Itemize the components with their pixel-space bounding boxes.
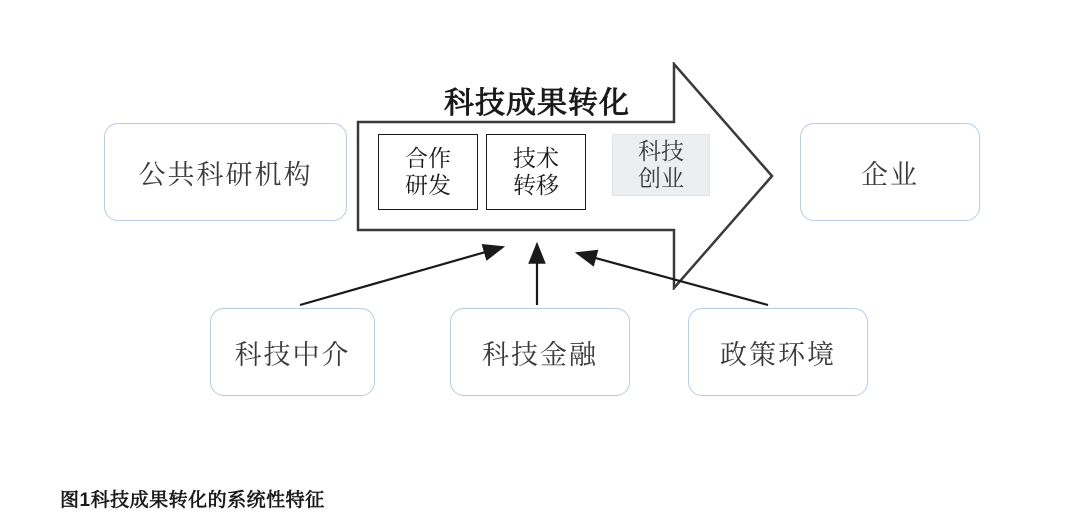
- node-tech-intermediary: [210, 308, 375, 396]
- node-label: 企业: [861, 159, 919, 190]
- node-label: 公共科研机构: [138, 159, 313, 190]
- arrow-title: 科技成果转化: [444, 87, 630, 120]
- node-label: 政策环境: [720, 339, 836, 370]
- stage-label-line2: 创业: [638, 165, 684, 191]
- stage-label-line1: 合作: [405, 144, 451, 171]
- figure-caption: 图1科技成果转化的系统性特征: [60, 490, 325, 511]
- stage-box-technology-transfer: [486, 134, 586, 210]
- node-tech-finance: [450, 308, 630, 396]
- stage-label-line1: 技术: [513, 144, 559, 171]
- stage-box-tech-entrepreneurship: [612, 134, 710, 196]
- node-public-research-institution: [104, 123, 347, 221]
- stage-label-line2: 研发: [405, 172, 451, 198]
- node-policy-environment: [688, 308, 868, 396]
- node-enterprise: [800, 123, 980, 221]
- stage-box-cooperative-rd: [378, 134, 478, 210]
- node-label: 科技中介: [234, 339, 351, 370]
- stage-label-line2: 转移: [513, 172, 559, 198]
- node-label: 科技金融: [482, 339, 598, 370]
- stage-label-line1: 科技: [638, 137, 684, 164]
